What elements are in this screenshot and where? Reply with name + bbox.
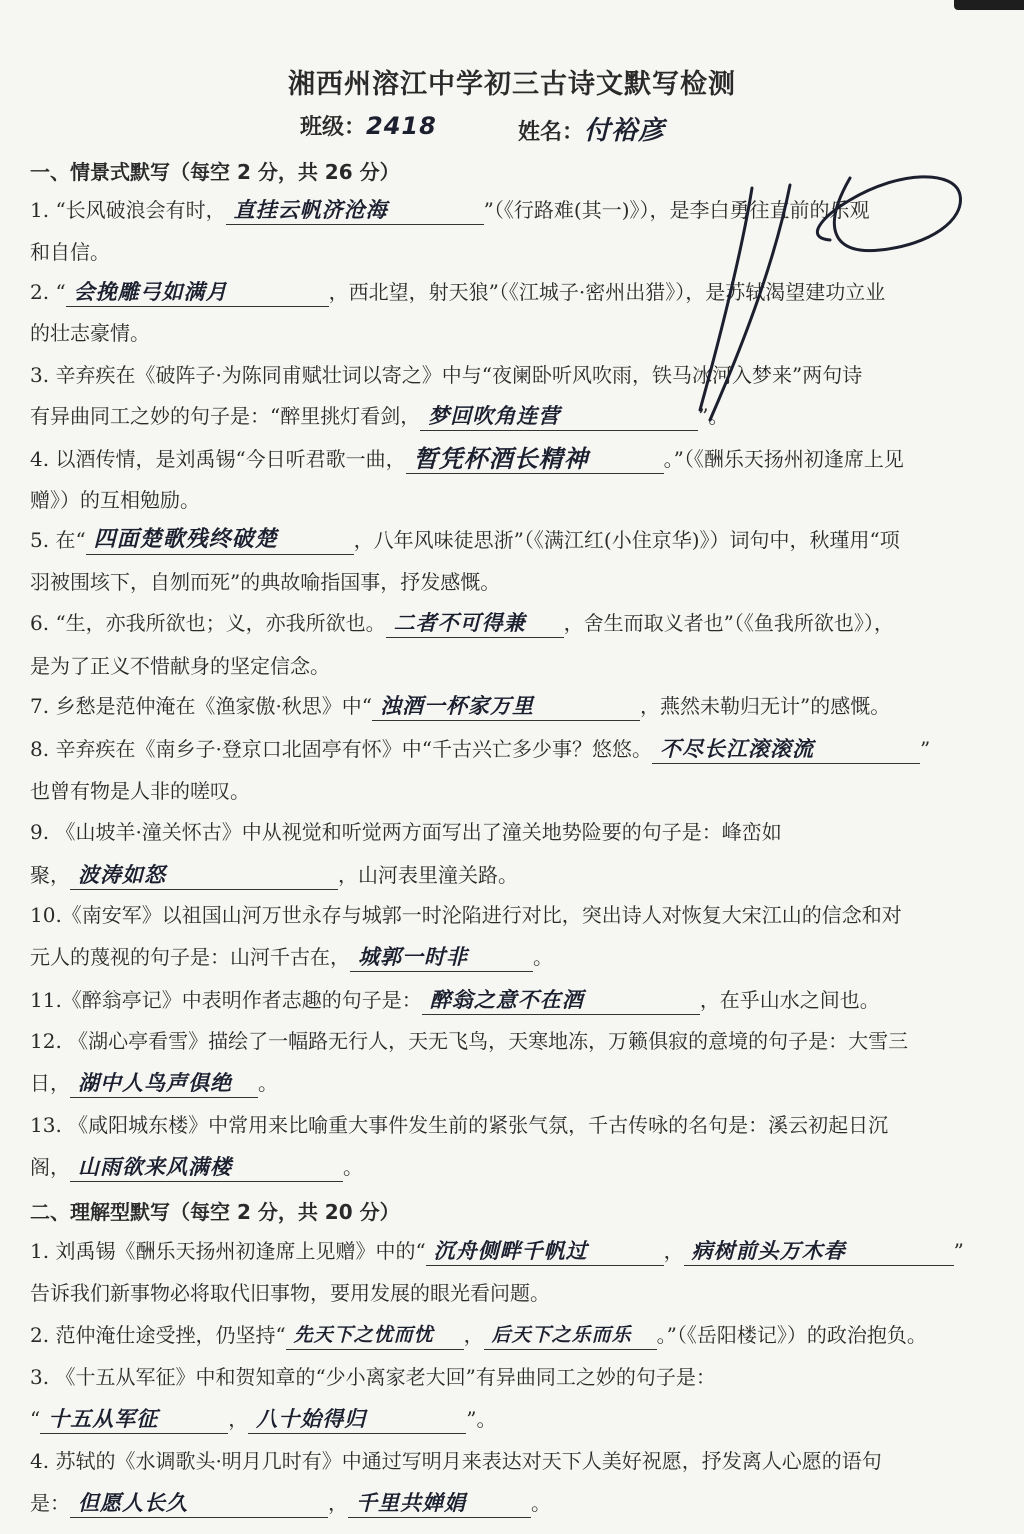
scan-corner-mark: [954, 0, 1024, 10]
q13-line-1: 13. 《咸阳城东楼》中常用来比喻重大事件发生前的紧张气氛，千古传咏的名句是：溪云初起日沉: [30, 1113, 889, 1137]
class-label: 班级：: [300, 115, 367, 140]
class-field: [300, 110, 437, 141]
q12-prefix: 日，: [30, 1071, 70, 1095]
q11-prefix: 11.《醉翁亭记》中表明作者志趣的句子是：: [30, 988, 422, 1012]
q10-prefix: 元人的蔑视的句子是：山河千古在，: [30, 945, 350, 969]
q12-line-1: 12. 《湖心亭看雪》描绘了一幅路无行人，天无飞鸟，天寒地冻，万籁俱寂的意境的句子是：大雪三: [30, 1029, 909, 1053]
p3-line-2: [30, 1404, 1005, 1434]
q9-line-2: [30, 860, 1005, 890]
p4-answer-1[interactable]: 但愿人长久: [70, 1489, 328, 1518]
p1-line-2: 告诉我们新事物必将取代旧事物，要用发展的眼光看问题。: [30, 1281, 550, 1305]
q5-line: [30, 525, 1005, 555]
q9-answer[interactable]: 波涛如怒: [70, 861, 338, 890]
q11-suffix: ，在乎山水之间也。: [699, 988, 880, 1012]
q10-line-2: [30, 942, 1005, 972]
q12-line-2: [30, 1068, 1005, 1098]
p2-separator: ，: [463, 1323, 484, 1347]
q9-suffix: ，山河表里潼关路。: [338, 863, 518, 887]
q2-suffix: ，西北望，射天狼”（《江城子·密州出猎》），是苏轼渴望建功立业: [328, 280, 886, 304]
q9-line-1: 9. 《山坡羊·潼关怀古》中从视觉和听觉两方面写出了潼关地势险要的句子是：峰峦如: [30, 820, 782, 844]
p4-answer-2[interactable]: 千里共婵娟: [348, 1489, 531, 1518]
name-field: [518, 110, 665, 147]
p1-answer-1[interactable]: 沉舟侧畔千帆过: [426, 1237, 664, 1266]
q13-prefix: 阁，: [30, 1155, 70, 1179]
q2-prefix: 2. “: [30, 280, 66, 304]
name-value: 付裕彦: [584, 116, 666, 146]
q8-line: [30, 734, 1005, 764]
q11-line: [30, 985, 1005, 1015]
p1-suffix: ”: [953, 1239, 964, 1263]
q6-line: [30, 608, 1005, 638]
q13-line-2: [30, 1152, 1005, 1182]
q9-prefix: 聚，: [30, 863, 70, 887]
p3-answer-1[interactable]: 十五从军征: [40, 1405, 228, 1434]
p3-prefix: “: [30, 1407, 41, 1431]
p4-line-1: 4. 苏轼的《水调歌头·明月几时有》中通过写明月来表达对天下人美好祝愿，抒发离人心愿的语句: [30, 1449, 882, 1473]
q11-answer[interactable]: 醉翁之意不在酒: [422, 986, 700, 1015]
p1-line: [30, 1236, 1005, 1266]
q7-suffix: ，燕然未勒归无计”的感慨。: [640, 694, 891, 718]
p2-answer-2[interactable]: 后天下之乐而乐: [484, 1321, 657, 1350]
p2-suffix: 。”（《岳阳楼记》）的政治抱负。: [656, 1323, 927, 1347]
q3-suffix: ”。: [698, 404, 729, 428]
q12-answer[interactable]: 湖中人鸟声俱绝: [70, 1069, 258, 1098]
q7-answer[interactable]: 浊酒一杯家万里: [372, 692, 640, 721]
q4-line: [30, 444, 1005, 474]
q10-line-1: 10.《南安军》以祖国山河万世永存与城郭一时沦陷进行对比，突出诗人对恢复大宋江山的信念和对: [30, 903, 902, 927]
q5-suffix: ，八年风味徒思浙”（《满江红(小住京华)》）词句中，秋瑾用“项: [353, 528, 900, 552]
p3-answer-2[interactable]: 八十始得归: [248, 1405, 466, 1434]
q12-suffix: 。: [258, 1071, 278, 1095]
q6-prefix: 6. “生，亦我所欲也；义，亦我所欲也。: [30, 611, 386, 635]
q3-line-1: 3. 辛弃疾在《破阵子·为陈同甫赋壮词以寄之》中与“夜阑卧听风吹雨，铁马冰河入梦来”两句诗: [30, 363, 863, 387]
q7-line: [30, 691, 1005, 721]
q2-line-2: 的壮志豪情。: [30, 321, 150, 345]
q6-answer[interactable]: 二者不可得兼: [386, 609, 564, 638]
q1-line: [30, 195, 1005, 225]
q8-answer[interactable]: 不尽长江滚滚流: [652, 735, 920, 764]
p1-answer-2[interactable]: 病树前头万木春: [684, 1237, 954, 1266]
q8-suffix: ”: [920, 737, 931, 761]
q5-prefix: 5. 在“: [30, 528, 86, 552]
q8-prefix: 8. 辛弃疾在《南乡子·登京口北固亭有怀》中“千古兴亡多少事？悠悠。: [30, 737, 653, 761]
q7-prefix: 7. 乡愁是范仲淹在《渔家傲·秋思》中“: [30, 694, 373, 718]
p4-line-2: [30, 1488, 1005, 1518]
q10-suffix: 。: [533, 945, 553, 969]
q5-line-2: 羽被围垓下，自刎而死”的典故喻指国事，抒发感慨。: [30, 570, 501, 594]
q13-answer[interactable]: 山雨欲来风满楼: [70, 1153, 343, 1182]
q4-answer[interactable]: 暂凭杯酒长精神: [406, 445, 664, 474]
q5-answer[interactable]: 四面楚歌残终破楚: [86, 526, 354, 555]
q1-prefix: 1. “长风破浪会有时，: [30, 198, 226, 222]
exam-title: 湘西州溶江中学初三古诗文默写检测: [288, 69, 736, 100]
q13-suffix: 。: [343, 1155, 363, 1179]
p3-line-1: 3. 《十五从军征》中和贺知章的“少小离家老大回”有异曲同工之妙的句子是：: [30, 1365, 716, 1389]
section-1-heading: 一、情景式默写（每空 2 分，共 26 分）: [30, 160, 400, 184]
q4-line-2: 赠》）的互相勉励。: [30, 488, 200, 512]
p3-separator: ，: [228, 1407, 249, 1431]
q10-answer[interactable]: 城郭一时非: [350, 943, 533, 972]
q1-line-2: 和自信。: [30, 240, 110, 264]
q1-answer[interactable]: 直挂云帆济沧海: [226, 196, 484, 225]
q4-prefix: 4. 以酒传情，是刘禹锡“今日听君歌一曲，: [30, 447, 406, 471]
q1-suffix: ”（《行路难(其一)》），是李白勇往直前的乐观: [483, 198, 870, 222]
q2-line: [30, 277, 1005, 307]
section-2-heading: 二、理解型默写（每空 2 分，共 20 分）: [30, 1200, 400, 1224]
q6-suffix: ，舍生而取义者也”（《鱼我所欲也》），: [563, 611, 894, 635]
p2-answer-1[interactable]: 先天下之忧而忧: [286, 1321, 464, 1350]
p4-prefix: 是：: [30, 1491, 70, 1515]
q2-answer[interactable]: 会挽雕弓如满月: [66, 278, 329, 307]
name-label: 姓名：: [518, 120, 585, 145]
q3-answer[interactable]: 梦回吹角连营: [420, 402, 698, 431]
p4-separator: ，: [328, 1491, 348, 1515]
class-value: 2418: [366, 112, 437, 140]
p1-separator: ，: [663, 1239, 684, 1263]
q8-line-2: 也曾有物是人非的嗟叹。: [30, 779, 250, 803]
q3-prefix: 有异曲同工之妙的句子是：“醉里挑灯看剑，: [30, 404, 421, 428]
p2-line: [30, 1320, 1005, 1350]
p3-suffix: ”。: [466, 1407, 497, 1431]
q6-line-2: 是为了正义不惜献身的坚定信念。: [30, 654, 330, 678]
p1-prefix: 1. 刘禹锡《酬乐天扬州初逢席上见赠》中的“: [30, 1239, 426, 1263]
p4-suffix: 。: [531, 1491, 551, 1515]
p2-prefix: 2. 范仲淹仕途受挫，仍坚持“: [30, 1323, 286, 1347]
q4-suffix: 。”（《酬乐天扬州初逢席上见: [663, 447, 904, 471]
q3-line-2: [30, 401, 1005, 431]
